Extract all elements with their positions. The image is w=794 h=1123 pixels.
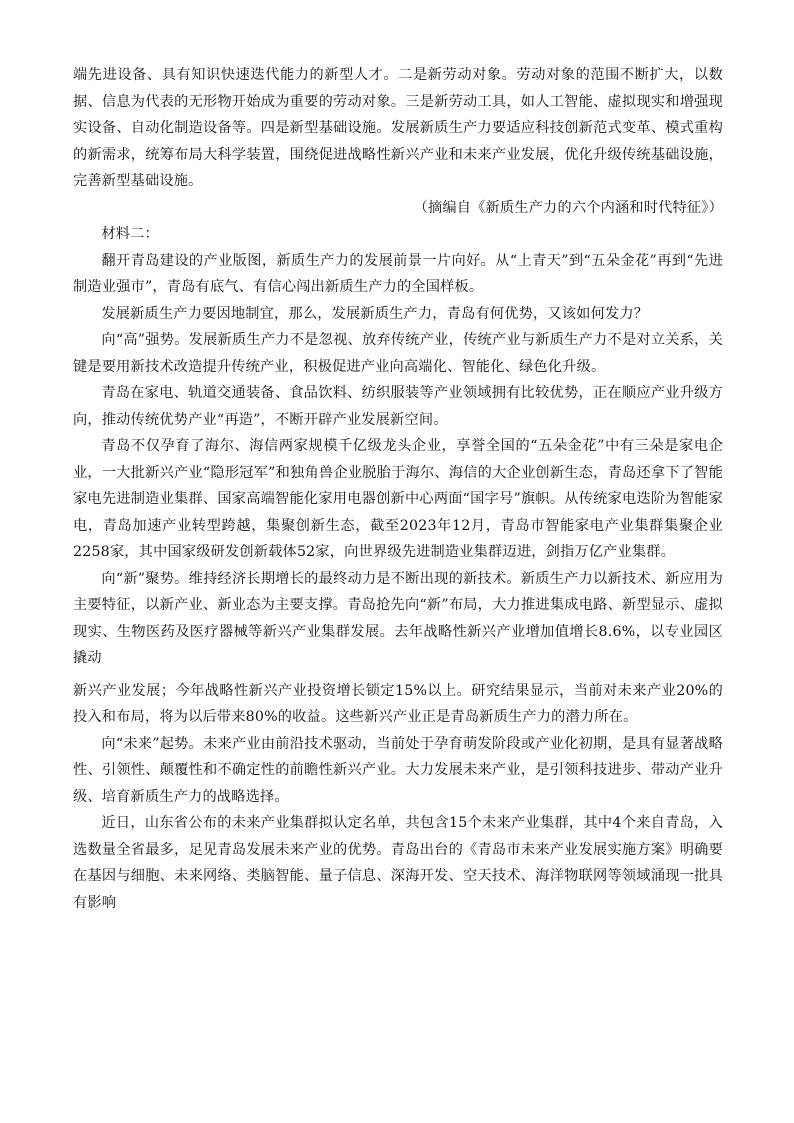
paragraph-qingdao-industry-map: 翻开青岛建设的产业版图，新质生产力的发展前景一片向好。从“上青天”到“五朵金花”再到“先进制造业强市”，青岛有底气、有信心闯出新质生产力的全国样板。 [73,252,723,295]
source-citation: （摘编自《新质生产力的六个内涵和时代特征》） [413,199,723,216]
paragraph-qingdao-question: 发展新质生产力要因地制宜，那么，发展新质生产力，青岛有何优势，又该如何发力？ [101,305,649,322]
paragraph-traditional-advantages: 青岛在家电、轨道交通装备、食品饮料、纺织服装等产业领域拥有比较优势，正在顺应产业升级方向，推动传统优势产业“再造”，不断开辟产业发展新空间。 [73,385,723,428]
paragraph-future-industries: 向“未来”起势。未来产业由前沿技术驱动，当前处于孕育萌发阶段或产业化初期，是具有显著战略性、引领性、颠覆性和不确定性的前瞻性新兴产业。大力发展未来产业，是引领科技进步、带动产业升级、培育新质生产力的战略选择。 [73,735,723,805]
material-two-label: 材料二： [101,226,159,242]
paragraph-shandong-clusters: 近日，山东省公布的未来产业集群拟认定名单，共包含15个未来产业集群，其中4个来自青岛，入选数量全省最多，足见青岛发展未来产业的优势。青岛出台的《青岛市未来产业发展实施方案》明确要在基因与细胞、未来网络、类脑智能、量子信息、深海开发、空天技术、海洋物联网等领域涌现一批具有影响 [73,815,723,911]
paragraph-new-momentum-part2: 新兴产业发展；今年战略性新兴产业投资增长锁定15%以上。研究结果显示，当前对未来产业20%的投入和布局，将为以后带来80%的收益。这些新兴产业正是青岛新质生产力的潜力所在。 [73,682,723,725]
paragraph-high-end-strength: 向“高”强势。发展新质生产力不是忽视、放弃传统产业，传统产业与新质生产力不是对立关系，关键是要用新技术改造提升传统产业，积极促进产业向高端化、智能化、绿色化升级。 [73,332,723,375]
paragraph-labor-elements: 端先进设备、具有知识快速迭代能力的新型人才。二是新劳动对象。劳动对象的范围不断扩大，以数据、信息为代表的无形物开始成为重要的劳动对象。三是新劳动工具，如人工智能、虚拟现实和增强现实设备、自动化制造设备等。四是新型基础设施。发展新质生产力要适应科技创新范式变革、模式重构的新需求，统筹布局大科学装置，围绕促进战略性新兴产业和未来产业发展，优化升级传统基础设施，完善新型基础设施。 [73,67,723,189]
paragraph-smart-appliances: 青岛不仅孕育了海尔、海信两家规模千亿级龙头企业，享誉全国的“五朵金花”中有三朵是家电企业，一大批新兴产业“隐形冠军”和独角兽企业脱胎于海尔、海信的大企业创新生态，青岛还拿下了智能家电先进制造业集群、国家高端智能化家用电器创新中心两面“国字号”旗帜。从传统家电迭阶为智能家电，青岛加速产业转型跨越，集聚创新生态，截至2023年12月，青岛市智能家电产业集群集聚企业2258家，其中国家级研发创新载体52家，向世界级先进制造业集群迈进，剑指万亿产业集群。 [73,438,723,560]
document-page [73,62,723,916]
paragraph-new-momentum-part1: 向“新”聚势。维持经济长期增长的最终动力是不断出现的新技术。新质生产力以新技术、新应用为主要特征，以新产业、新业态为主要支撑。青岛抢先向“新”布局，大力推进集成电路、新型显示、虚拟现实、生物医药及医疗器械等新兴产业集群发展。去年战略性新兴产业增加值增长8.6%，以专业园区撬动 [73,570,723,666]
